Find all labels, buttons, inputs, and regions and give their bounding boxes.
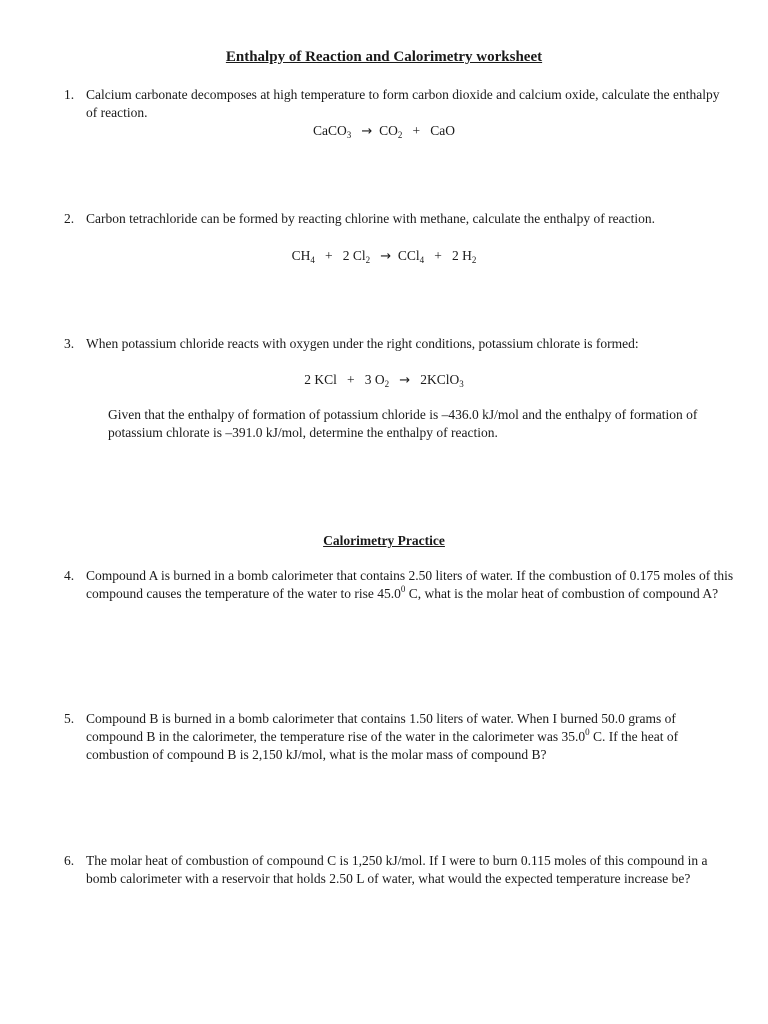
question-number: 6. [64,853,75,868]
question-number: 2. [64,211,75,226]
product: CCl [397,248,420,263]
plus-sign: + [324,248,333,263]
subscript: 3 [346,130,352,140]
reaction-arrow-icon: → [361,124,373,139]
reactant: 2 Cl [342,248,366,263]
question-3 [64,335,734,353]
plus-sign: + [346,372,355,387]
worksheet-title: Enthalpy of Reaction and Calorimetry worksheet [225,49,543,65]
equation-1 [0,122,768,141]
question-number: 4. [64,568,75,583]
subscript: 3 [459,379,464,389]
question-text [86,710,734,764]
question-3-given: Given that the enthalpy of formation of potassium chloride is –436.0 kJ/mol and the enthalpy of formation of potassium chlorate is –391.0 kJ/mol, determine the enthalpy of reaction. [108,407,698,440]
product: 2 H [452,248,472,263]
reaction-arrow-icon: → [380,249,392,264]
question-text: The molar heat of combustion of compound C is 1,250 kJ/mol. If I were to burn 0.115 moles of this compound in a bomb calorimeter with a reservoir that holds 2.50 L of water, what would the expected temperature increase be? [86,853,708,886]
subscript: 4 [310,255,315,265]
question-text [86,567,734,603]
question-text-part: C, what is the molar heat of combustion of compound A? [405,586,719,601]
reactant: 3 O [364,372,385,387]
question-1 [64,86,734,122]
question-6 [64,852,734,888]
plus-sign: + [412,123,421,138]
equation-3 [0,371,768,390]
product: CaO [430,123,455,138]
question-text-part: Compound B is burned in a bomb calorimeter that contains 1.50 liters of water. When I burned 50.0 grams of compound B in the calorimeter, the temperature rise of the water in the calorimeter was 35.0 [86,711,676,744]
reaction-arrow-icon: → [399,373,411,388]
subscript: 2 [471,255,477,265]
superscript: 0 [585,727,590,737]
equation-2 [0,247,768,266]
subscript: 4 [419,255,425,265]
product: CO [379,123,398,138]
question-2 [64,210,734,228]
section-heading: Calorimetry Practice [323,533,445,548]
question-number: 5. [64,711,75,726]
question-text: When potassium chloride reacts with oxygen under the right conditions, potassium chlorate is formed: [86,336,639,351]
reactant: CH [291,248,311,263]
question-number: 1. [64,87,75,102]
question-text-part: C. If the heat of combustion of compound B is 2,150 kJ/mol, what is the molar mass of compound B? [86,729,679,762]
question-5 [64,710,734,764]
product: 2KClO [420,372,460,387]
question-text: Carbon tetrachloride can be formed by reacting chlorine with methane, calculate the enthalpy of reaction. [86,211,656,226]
question-text-part: Compound A is burned in a bomb calorimeter that contains 2.50 liters of water. If the combustion of 0.175 moles of this compound causes the temperature of the water to rise 45.0 [86,568,734,601]
question-number: 3. [64,336,75,351]
subscript: 2 [384,379,390,389]
reactant: CaCO [313,123,347,138]
subscript: 2 [365,255,371,265]
superscript: 0 [400,584,406,594]
reactant: 2 KCl [304,372,337,387]
subscript: 2 [397,130,403,140]
question-4 [64,567,734,603]
question-text: Calcium carbonate decomposes at high temperature to form carbon dioxide and calcium oxide, calculate the enthalpy of reaction. [86,87,720,120]
plus-sign: + [434,248,442,263]
